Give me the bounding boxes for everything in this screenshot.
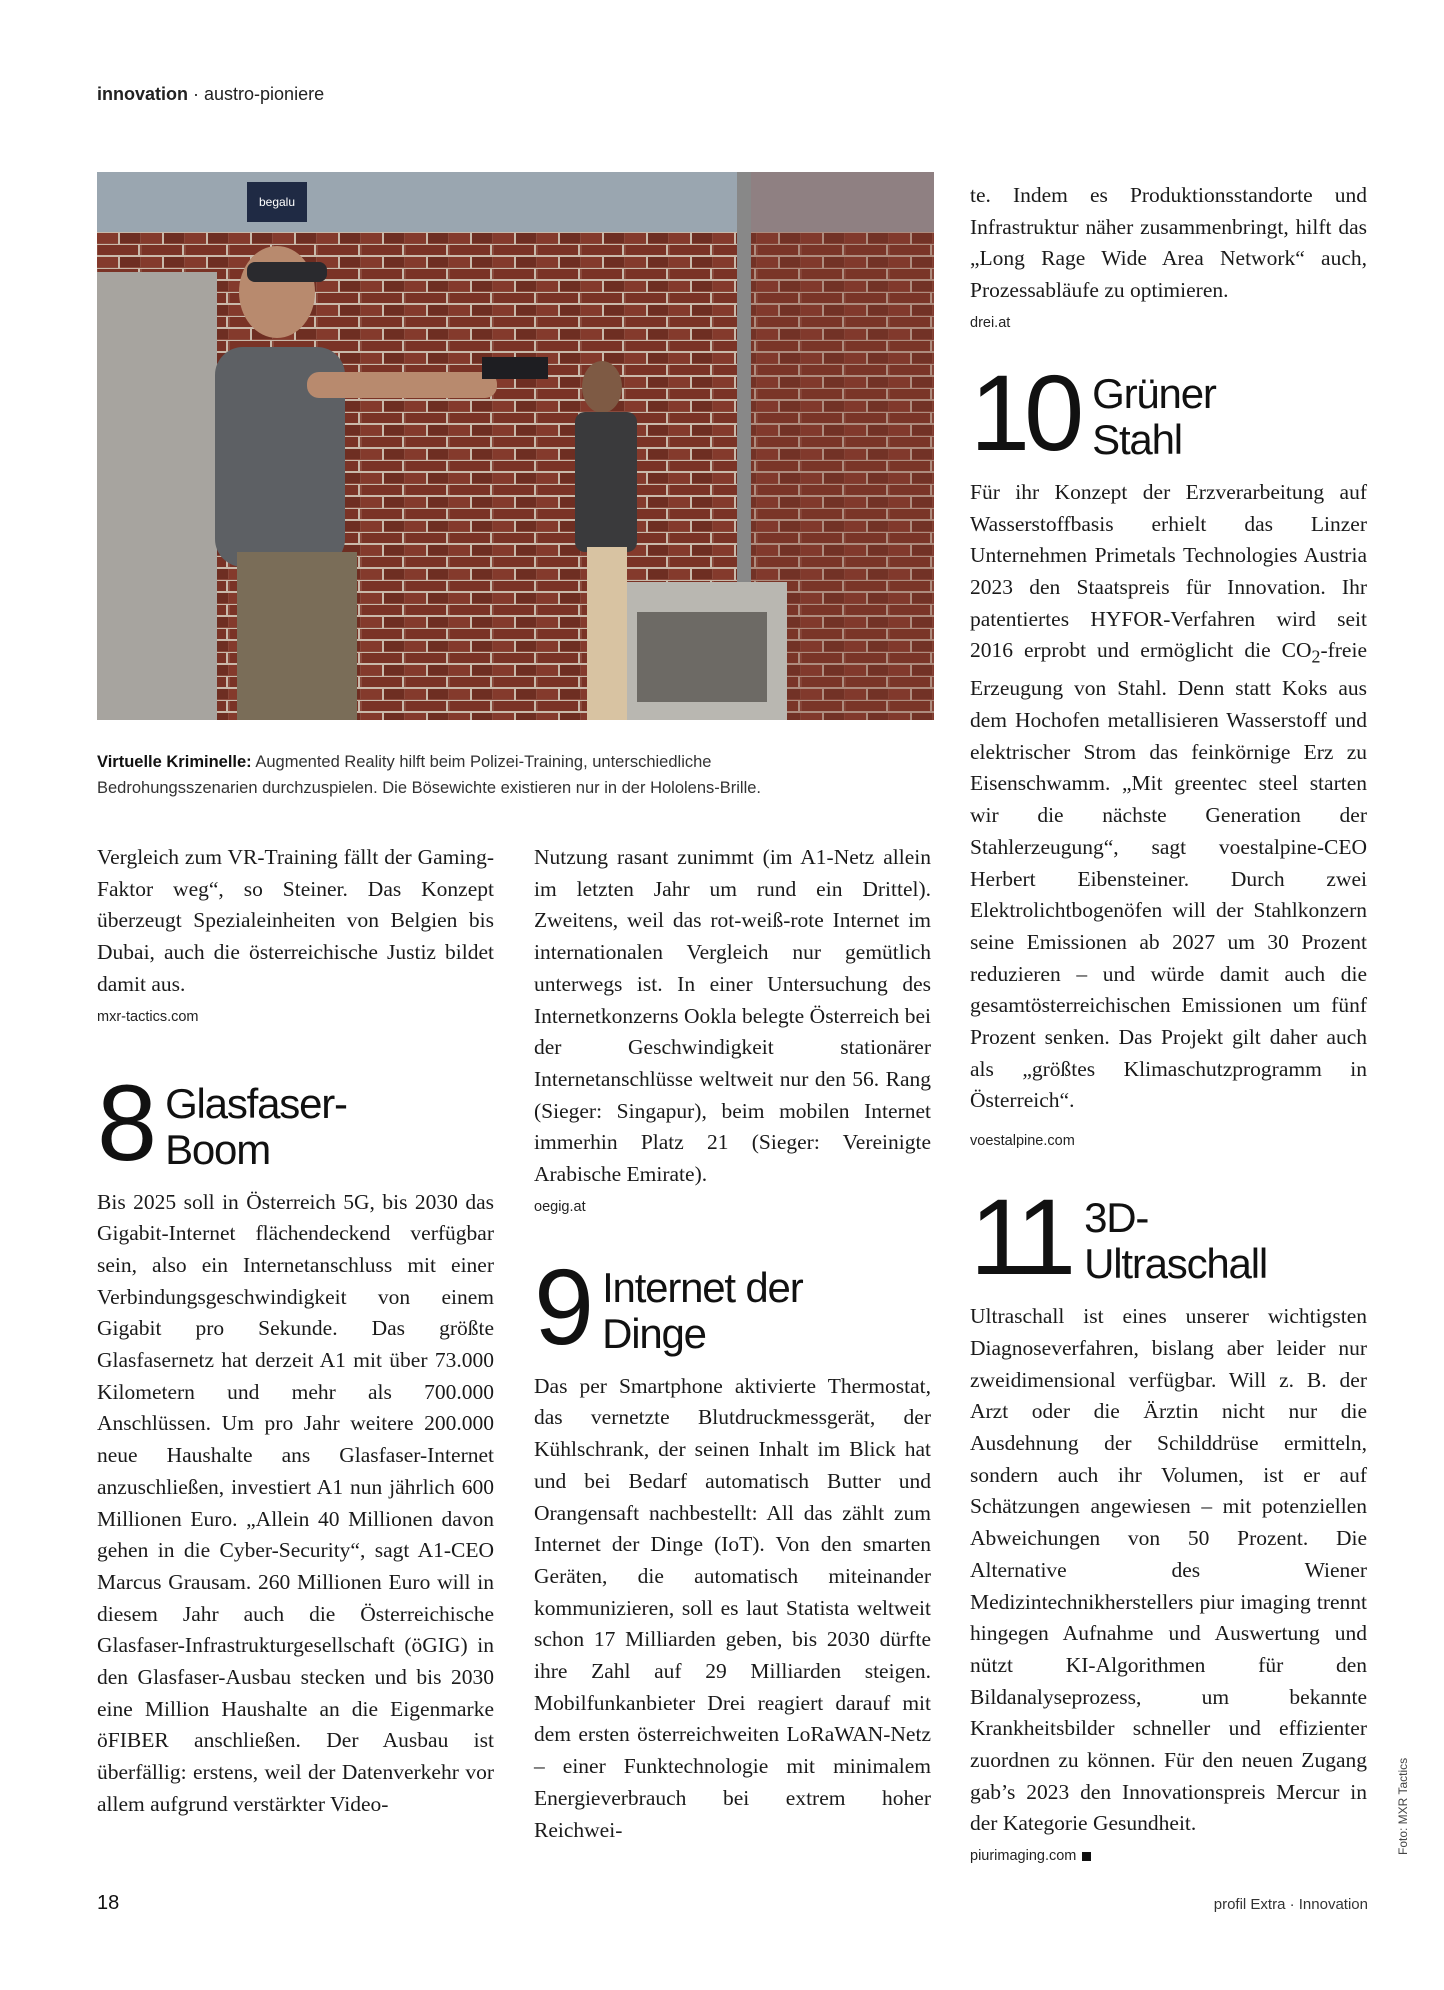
section-9-title-line1: Internet der [602,1263,803,1311]
article-photo [97,172,934,720]
photo-caption [97,749,857,801]
section-10-text-b: -freie Erzeugung von Stahl. Denn statt Koks aus dem Hochofen metallisieren Wasserstoff und elektrischer Strom das feinkörnige Erz zu Eisenschwamm. „Mit greentec steel starten wir die nächste Generation der Stahlerzeugung“, sagt voestalpine-CEO Herbert Eibensteiner. Durch zwei Elektrolichtbogenöfen will der Stahlkonzern seine Emissionen ab 2027 um 30 Prozent reduzieren – und würde damit auch die gesamtösterreichischen Emissionen um fünf Prozent senken. Das Projekt gilt daher auch als „größtes Klimaschutzprogramm in Österreich“. [970,638,1367,1113]
column-2 [534,842,931,1846]
end-mark-icon [1082,1852,1091,1861]
section-10-title-line1: Grüner [1092,369,1216,417]
section-9-text: Das per Smartphone aktivierte Thermostat, das vernetzte Blutdruckmessgerät, der Kühlschrank, der seinen Inhalt im Blick hat und bei Bedarf automatisch Butter und Orangensaft nachbestellt: All das zählt zum Internet der Dinge (IoT). Von den smarten Geräten, die automatisch miteinander kommunizieren, soll es laut Statista weltweit schon 17 Milliarden geben, bis 2030 dürfte ihre Zahl auf 29 Milliarden steigen. Mobilfunkanbieter Drei reagiert darauf mit dem ersten österreichweiten LoRaWAN-Netz – einer Funktechnologie mit minimalem Energieverbrauch bei extrem hoher Reichwei- [534,1373,931,1842]
col1-intro: Vergleich zum VR-Training fällt der Gaming-Faktor weg“, so Steiner. Das Konzept überzeugt Spezialeinheiten von Belgien bis Dubai, auch die österreichische Justiz bildet damit aus. [97,845,494,996]
section-8-heading [97,1061,494,1183]
header-section: innovation [97,84,188,104]
section-11-title [1084,1191,1267,1287]
col3-source: drei.at [970,314,1011,331]
section-11-heading [970,1176,1367,1298]
section-11-title-line2: Ultraschall [1084,1240,1267,1288]
col2-continuation: Nutzung rasant zunimmt (im A1-Netz allein im letzten Jahr um rund ein Drittel). Zweitens, weil das rot-weiß-rote Internet im internationalen Vergleich nur gemütlich unterwegs ist. In einer Untersuchung des Internetkonzerns Ookla belegte Österreich bei der Geschwindigkeit stationärer Internetanschlüsse weltweit nur den 56. Rang (Sieger: Singapur), beim mobilen Internet immerhin Platz 21 (Sieger: Vereinigte Arabische Emirate). [534,845,931,1187]
section-11-title-line1: 3D- [1084,1194,1149,1242]
section-11-text: Ultraschall ist eines unserer wichtigsten Diagnoseverfahren, bislang aber leider nur zweidimensional verfügbar. Will z. B. der Arzt oder die Ärztin nicht nur die Ausdehnung der Schilddrüse ermitteln, sondern auch ihr Volumen, ist er auf Schätzungen angewiesen – mit potenziellen Abweichungen von 50 Prozent. Die Alternative des Wiener Medizintechnikherstellers piur imaging trennt hingegen Aufnahme und Auswertung und nützt KI-Algorithmen für den Bildanalyseprozess, um bekannte Krankheitsbilder schneller und effizienter zuordnen zu können. Für den neuen Zugang gab’s 2023 den Innovationspreis Mercur in der Kategorie Gesundheit. [970,1304,1367,1836]
section-8-text: Bis 2025 soll in Österreich 5G, bis 2030 das Gigabit-Internet flächendeckend verfügbar sein, also ein Internetanschluss mit einer Verbindungsgeschwindigkeit von einem Gigabit pro Sekunde. Das größte Glasfasernetz hat derzeit A1 mit über 73.000 Kilometern und mehr als 700.000 Anschlüssen. Um pro Jahr weitere 200.000 neue Haushalte ans Glasfaser-Internet anzuschließen, investiert A1 nun jährlich 600 Millionen Euro. „Allein 40 Millionen davon gehen in die Cyber-Security“, sagt A1-CEO Marcus Grausam. 260 Millionen Euro will in diesem Jahr auch die Österreichische Glasfaser-Infrastrukturgesellschaft (öGIG) in den Glasfaser-Ausbau stecken und bis 2030 eine Million Haushalte an die Eigenmarke öFIBER anschließen. Der Ausbau ist überfällig: erstens, weil der Datenverkehr vor allem aufgrund verstärkter Video- [97,1189,494,1816]
section-11-number: 11 [970,1176,1071,1298]
caption-lead: Virtuelle Kriminelle: [97,753,252,771]
section-10-title [1092,367,1216,463]
page-number: 18 [97,1892,120,1914]
caption-text: Augmented Reality hilft beim Polizei-Training, unterschiedliche Bedrohungsszenarien durchzuspielen. Die Bösewichte existieren nur in der Hololens-Brille. [97,753,762,797]
booth-sign-text: begalu [258,195,296,209]
section-9-number: 9 [534,1245,589,1367]
photo-credit: Foto: MXR Tactics [1396,1757,1410,1855]
section-11-source: piurimaging.com [970,1848,1077,1865]
section-10-heading [970,351,1367,473]
section-10-text-a: Für ihr Konzept der Erzverarbeitung auf Wasserstoffbasis erhielt das Linzer Unternehmen Primetals Technologies Austria 2023 den Staatspreis für Innovation. Ihr patentiertes HYFOR-Verfahren wird seit 2016 erprobt und ermöglicht die CO [970,479,1367,663]
publication-footer: profil Extra · Innovation [1213,1896,1368,1913]
col2-source: oegig.at [534,1198,586,1215]
section-9-title [602,1261,802,1357]
section-8-title-line2: Boom [165,1125,270,1173]
col1-intro-source: mxr-tactics.com [97,1008,199,1025]
section-8-title-line1: Glasfaser- [165,1079,347,1127]
col3-continuation: te. Indem es Produktionsstandorte und Infrastruktur näher zusammenbringt, hilft das „Long Rage Wide Area Network“ auch, Prozessabläufe zu optimieren. [970,183,1367,303]
section-11-source-line [970,1846,1367,1866]
running-header [97,84,324,105]
section-10-number: 10 [970,351,1079,473]
section-8-number: 8 [97,1061,152,1183]
header-subsection: · austro-pioniere [193,84,325,104]
section-9-heading [534,1245,931,1367]
co2-subscript: 2 [1311,646,1321,667]
column-1 [97,842,494,1821]
section-10-title-line2: Stahl [1092,415,1182,463]
section-8-title [165,1077,347,1173]
section-10-source: voestalpine.com [970,1133,1075,1150]
column-3 [970,180,1367,1866]
section-10-text [970,477,1367,1117]
section-9-title-line2: Dinge [602,1309,706,1357]
